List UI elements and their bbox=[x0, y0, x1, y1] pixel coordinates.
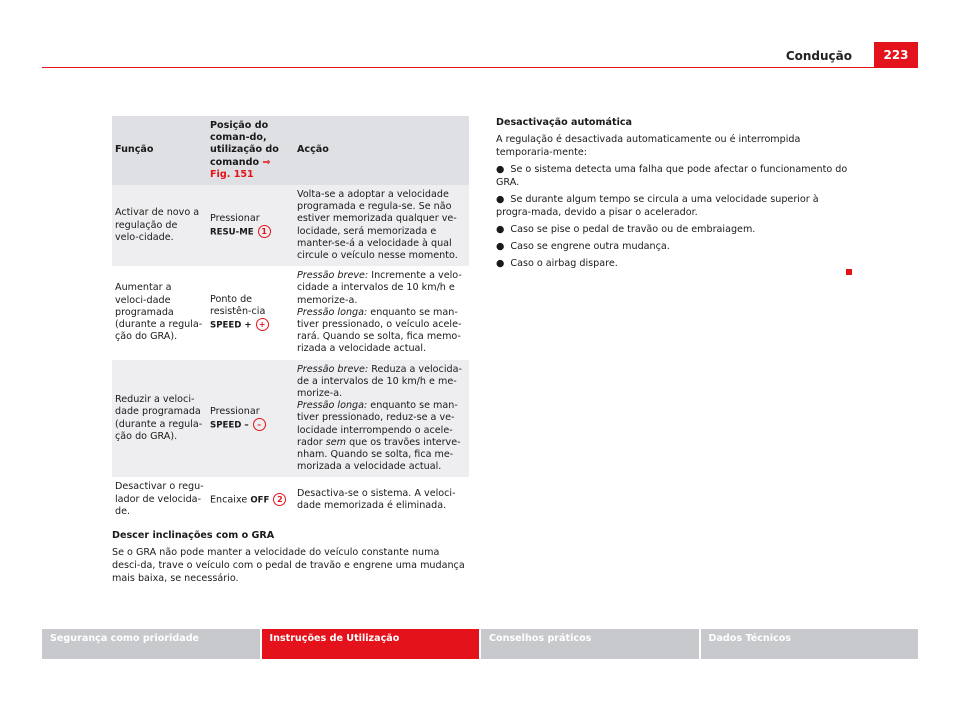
header-rule bbox=[42, 67, 918, 68]
table-row bbox=[112, 185, 469, 266]
cell-accao: Volta-se a adoptar a velocidade programada e regula-se. Se não estiver memorizada qualquer ve-locidade, será memorizada e manter-se-á a velocidade à qual circule o veículo nesse momento. bbox=[294, 185, 469, 266]
list-item-text: Caso se pise o pedal de travão ou de embraiagem. bbox=[510, 224, 756, 235]
cell-posicao bbox=[207, 477, 294, 522]
cell-posicao-text: Pressionar bbox=[210, 212, 260, 224]
cell-accao bbox=[294, 266, 469, 359]
bullet-icon: ● bbox=[496, 258, 505, 269]
gra-function-table bbox=[112, 116, 469, 522]
list-item bbox=[496, 257, 852, 270]
header-accao: Acção bbox=[294, 116, 469, 185]
accao-long-text-end: que os travões interve-nham. Quando se solta, fica me-morizada a velocidade actual. bbox=[297, 436, 461, 473]
section-title: Condução bbox=[785, 49, 852, 63]
footer-tab-safety[interactable]: Segurança como prioridade bbox=[42, 629, 260, 659]
auto-deactivation-title: Desactivação automática bbox=[496, 117, 633, 128]
table-header-row bbox=[112, 116, 469, 185]
footer-tab-technical-data[interactable]: Dados Técnicos bbox=[701, 629, 919, 659]
figure-reference-link[interactable]: ⇒ Fig. 151 bbox=[210, 156, 271, 180]
accao-long-text: enquanto se man-tiver pressionado, o veículo acele-rará. Quando se solta, fica memo-rizada a velocidade actual. bbox=[297, 306, 462, 355]
cell-funcao: Reduzir a veloci-dade programada (durante a regula-ção do GRA). bbox=[112, 360, 207, 478]
table-row bbox=[112, 266, 469, 359]
footer-tab-tips[interactable]: Conselhos práticos bbox=[481, 629, 699, 659]
header-posicao-label: Posição do coman-do, utilização do comando bbox=[210, 120, 279, 168]
footer-nav bbox=[42, 629, 918, 659]
cell-posicao bbox=[207, 360, 294, 478]
accao-short-label: Pressão breve: bbox=[297, 270, 369, 282]
callout-1-icon: 1 bbox=[258, 225, 271, 238]
list-item-text: Caso se engrene outra mudança. bbox=[510, 241, 670, 252]
key-speed-plus-label: SPEED + bbox=[210, 320, 252, 331]
auto-deactivation-section bbox=[496, 116, 852, 270]
accao-short-text: Reduza a velocida-de a intervalos de 10 km/h e me-morize-a. bbox=[297, 363, 462, 400]
accao-emphasis: sem bbox=[325, 436, 347, 448]
bullet-icon: ● bbox=[496, 164, 505, 175]
bullet-icon: ● bbox=[496, 224, 505, 235]
list-item bbox=[496, 193, 852, 219]
descent-text: Se o GRA não pode manter a velocidade do veículo constante numa desci-da, trave o veículo com o pedal de travão e engrene uma mudança mais baixa, se necessário. bbox=[112, 547, 465, 584]
list-item bbox=[496, 240, 852, 253]
cell-funcao: Desactivar o regu-lador de velocida-de. bbox=[112, 477, 207, 522]
table-row bbox=[112, 477, 469, 522]
list-item-text: Caso o airbag dispare. bbox=[510, 258, 618, 269]
list-item-text: Se durante algum tempo se circula a uma velocidade superior à progra-mada, devido a pisar o acelerador. bbox=[496, 194, 819, 218]
cell-accao bbox=[294, 360, 469, 478]
cell-funcao: Aumentar a veloci-dade programada (durante a regula-ção do GRA). bbox=[112, 266, 207, 359]
descent-section bbox=[112, 529, 468, 585]
section-end-marker-icon bbox=[846, 269, 852, 275]
cell-accao: Desactiva-se o sistema. A veloci-dade memorizada é eliminada. bbox=[294, 477, 469, 522]
cell-posicao-text: Pressionar bbox=[210, 405, 260, 417]
callout-2-icon: 2 bbox=[273, 493, 286, 506]
descent-title: Descer inclinações com o GRA bbox=[112, 530, 275, 541]
auto-deactivation-intro: A regulação é desactivada automaticamente ou é interrompida temporaria-mente: bbox=[496, 134, 801, 158]
cell-posicao bbox=[207, 266, 294, 359]
list-item bbox=[496, 163, 852, 189]
cell-posicao bbox=[207, 185, 294, 266]
header-posicao bbox=[207, 116, 294, 185]
page-number: 223 bbox=[874, 42, 918, 68]
accao-long-label: Pressão longa: bbox=[297, 306, 368, 318]
key-off-label: OFF bbox=[250, 495, 270, 506]
header-funcao: Função bbox=[112, 116, 207, 185]
table-row bbox=[112, 360, 469, 478]
bullet-icon: ● bbox=[496, 241, 505, 252]
accao-short-text: Incremente a velo-cidade a intervalos de 10 km/h e memorize-a. bbox=[297, 270, 462, 306]
minus-icon: – bbox=[253, 418, 266, 431]
key-speed-minus-label: SPEED – bbox=[210, 420, 249, 431]
cell-funcao: Activar de novo a regulação de velo-cidade. bbox=[112, 185, 207, 266]
list-item bbox=[496, 223, 852, 236]
footer-tab-instructions[interactable]: Instruções de Utilização bbox=[262, 629, 480, 659]
accao-long-label: Pressão longa: bbox=[297, 400, 368, 412]
plus-icon: + bbox=[256, 318, 269, 331]
cell-posicao-text: Ponto de resistên-cia bbox=[210, 293, 266, 318]
bullet-icon: ● bbox=[496, 194, 505, 205]
cell-posicao-text: Encaixe bbox=[210, 494, 248, 506]
key-resume-label: RESU-ME bbox=[210, 227, 254, 238]
list-item-text: Se o sistema detecta uma falha que pode afectar o funcionamento do GRA. bbox=[496, 164, 848, 188]
accao-short-label: Pressão breve: bbox=[297, 363, 369, 375]
accao-long-text: enquanto se man-tiver pressionado, reduz-se a ve-locidade interrompendo o acele-rador bbox=[297, 400, 458, 448]
